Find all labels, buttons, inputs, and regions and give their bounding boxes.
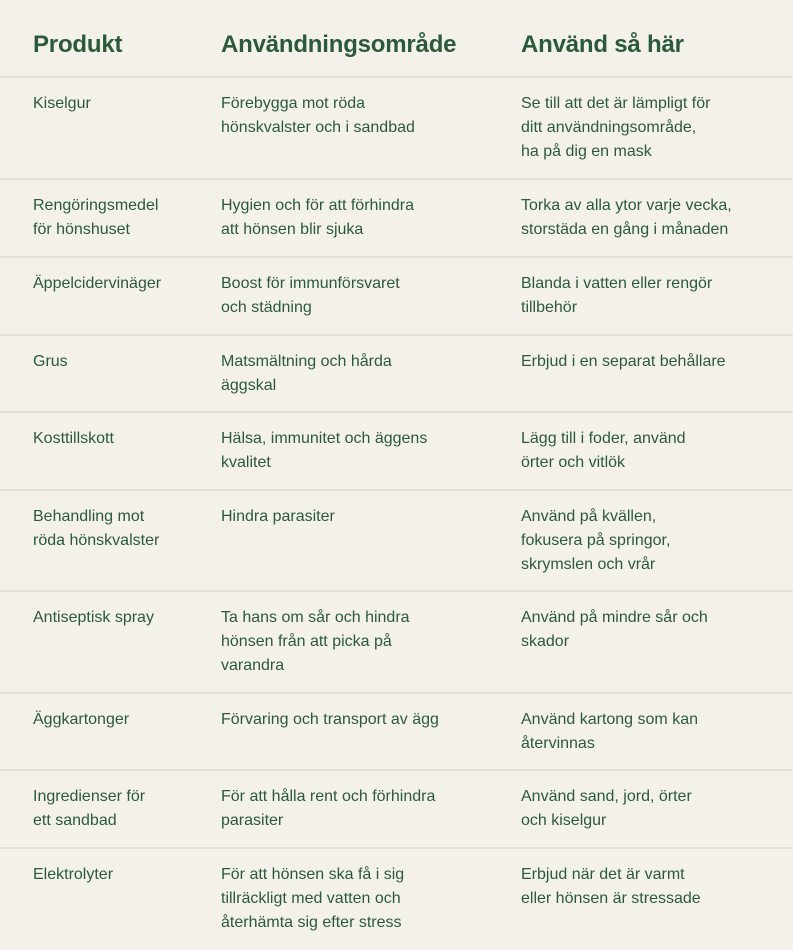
table-header <box>0 0 793 78</box>
header-howto: Använd så här <box>521 31 684 58</box>
cell-product: Grus <box>33 353 68 370</box>
table-row <box>0 849 793 950</box>
cell-product: Behandling mot röda hönskvalster <box>33 508 160 549</box>
cell-usage: Hälsa, immunitet och äggens kvalitet <box>221 430 428 471</box>
table-row <box>0 771 793 849</box>
cell-usage: Förebygga mot röda hönskvalster och i sandbad <box>221 95 415 136</box>
cell-usage: För att hålla rent och förhindra parasiter <box>221 788 436 829</box>
cell-product: Elektrolyter <box>33 866 114 883</box>
cell-product: Ingredienser för ett sandbad <box>33 788 146 829</box>
cell-usage: Hindra parasiter <box>221 508 335 525</box>
cell-usage: För att hönsen ska få i sig tillräckligt med vatten och återhämta sig efter stress <box>221 866 405 931</box>
cell-howto: Använd kartong som kan återvinnas <box>521 711 698 752</box>
cell-howto: Använd på mindre sår och skador <box>521 609 708 650</box>
header-product: Produkt <box>33 31 123 58</box>
table-row <box>0 78 793 180</box>
table-row <box>0 336 793 413</box>
cell-howto: Erbjud i en separat behållare <box>521 353 726 370</box>
cell-product: Rengöringsmedel för hönshuset <box>33 197 159 238</box>
cell-usage: Förvaring och transport av ägg <box>221 711 439 728</box>
table-row <box>0 180 793 258</box>
cell-usage: Matsmältning och hårda äggskal <box>221 353 392 394</box>
table-row <box>0 491 793 592</box>
header-usage: Användningsområde <box>221 31 457 58</box>
cell-usage: Ta hans om sår och hindra hönsen från att picka på varandra <box>221 609 410 674</box>
cell-howto: Använd sand, jord, örter och kiselgur <box>521 788 692 829</box>
cell-usage: Hygien och för att förhindra att hönsen blir sjuka <box>221 197 414 238</box>
table-row <box>0 258 793 336</box>
table-row <box>0 592 793 694</box>
cell-howto: Erbjud när det är varmt eller hönsen är stressade <box>521 866 701 907</box>
cell-howto: Se till att det är lämpligt för ditt användningsområde, ha på dig en mask <box>521 95 711 160</box>
cell-product: Äggkartonger <box>33 711 130 728</box>
cell-howto: Blanda i vatten eller rengör tillbehör <box>521 275 713 316</box>
cell-product: Antiseptisk spray <box>33 609 154 626</box>
table-row <box>0 694 793 771</box>
cell-howto: Använd på kvällen, fokusera på springor, skrymslen och vrår <box>521 508 671 573</box>
cell-howto: Lägg till i foder, använd örter och vitlök <box>521 430 686 471</box>
cell-product: Äppelcidervinäger <box>33 275 162 292</box>
table-row <box>0 413 793 491</box>
cell-usage: Boost för immunförsvaret och städning <box>221 275 400 316</box>
cell-product: Kosttillskott <box>33 430 114 447</box>
cell-product: Kiselgur <box>33 95 91 112</box>
cell-howto: Torka av alla ytor varje vecka, storstäda en gång i månaden <box>521 197 732 238</box>
